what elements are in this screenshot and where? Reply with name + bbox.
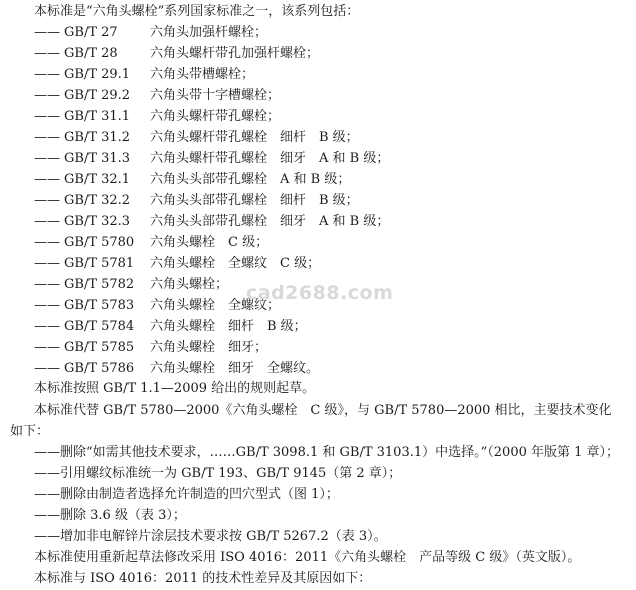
list-dash: —— (34, 340, 60, 355)
standard-code: GB/T 5786 (64, 361, 135, 376)
list-dash: —— (34, 235, 60, 250)
standard-title: 六角头螺杆带孔螺栓 细牙 A 和 B 级； (150, 151, 390, 166)
standard-title: 六角头螺栓 全螺纹； (150, 298, 281, 313)
series-item (34, 65, 254, 85)
standard-title: 六角头头部带孔螺栓 细杆 B 级； (150, 193, 359, 208)
series-item (34, 296, 280, 316)
series-item (34, 359, 319, 379)
standard-code: GB/T 31.2 (64, 130, 131, 145)
series-item (34, 86, 280, 106)
change-item: ——删除 3.6 级（表 3）； (34, 508, 186, 523)
change-item: ——删除由制造者选择允许制造的凹穴型式（图 1）； (34, 487, 339, 502)
list-dash: —— (34, 256, 60, 271)
standard-code: GB/T 32.3 (64, 214, 131, 229)
list-dash: —— (34, 361, 60, 376)
standard-title: 六角头螺杆带孔螺栓； (150, 109, 281, 124)
standard-title: 六角头螺杆带孔加强杆螺栓； (150, 46, 320, 61)
standard-code: GB/T 28 (64, 46, 118, 61)
standard-title: 六角头加强杆螺栓； (150, 25, 268, 40)
series-item (34, 170, 350, 190)
list-dash: —— (34, 130, 60, 145)
series-item (34, 338, 267, 358)
list-dash: —— (34, 151, 60, 166)
intro-paragraph: 本标准是“六角头螺栓”系列国家标准之一，该系列包括： (34, 4, 360, 19)
standard-title: 六角头螺栓 细牙； (150, 340, 268, 355)
series-item (34, 107, 280, 127)
list-dash: —— (34, 214, 60, 229)
standard-title: 六角头头部带孔螺栓 细牙 A 和 B 级； (150, 214, 390, 229)
standard-code: GB/T 29.2 (64, 88, 131, 103)
series-item (34, 212, 389, 232)
change-item: ——增加非电解锌片涂层技术要求按 GB/T 5267.2（表 3）。 (34, 529, 387, 544)
list-dash: —— (34, 46, 60, 61)
standard-title: 六角头带十字槽螺栓； (150, 88, 281, 103)
technical-difference-paragraph: 本标准与 ISO 4016：2011 的技术性差异及其原因如下： (34, 571, 372, 586)
standard-code: GB/T 5784 (64, 319, 135, 334)
series-item (34, 149, 389, 169)
series-item (34, 317, 307, 337)
standard-title: 六角头螺栓 C 级； (150, 235, 269, 250)
list-dash: —— (34, 67, 60, 82)
standard-code: GB/T 5781 (64, 256, 135, 271)
standard-code: GB/T 32.2 (64, 193, 131, 208)
standard-code: GB/T 5783 (64, 298, 135, 313)
list-dash: —— (34, 109, 60, 124)
standard-code: GB/T 5782 (64, 277, 135, 292)
standard-title: 六角头带槽螺栓； (150, 67, 255, 82)
series-item (34, 191, 359, 211)
series-item (34, 275, 228, 295)
standard-code: GB/T 29.1 (64, 67, 131, 82)
standard-code: GB/T 5780 (64, 235, 135, 250)
standard-title: 六角头头部带孔螺栓 A 和 B 级； (150, 172, 351, 187)
standard-title: 六角头螺栓 全螺纹 C 级； (150, 256, 321, 271)
standard-code: GB/T 31.3 (64, 151, 131, 166)
iso-adoption-paragraph: 本标准使用重新起草法修改采用 ISO 4016：2011《六角头螺栓 产品等级 C 级》（英文版）。 (34, 550, 581, 565)
series-item (34, 233, 268, 253)
list-dash: —— (34, 319, 60, 334)
change-item: ——删除“如需其他技术要求，……GB/T 3098.1 和 GB/T 3103.1）中选择。”（2000 年版第 1 章）； (34, 445, 620, 460)
watermark: cad2688.com (246, 282, 394, 304)
standard-code: GB/T 32.1 (64, 172, 131, 187)
standard-code: GB/T 27 (64, 25, 118, 40)
replacement-paragraph: 本标准代替 GB/T 5780—2000《六角头螺栓 C 级》，与 GB/T 5780—2000 相比，主要技术变化 (34, 403, 612, 418)
standard-title: 六角头螺杆带孔螺栓 细杆 B 级； (150, 130, 359, 145)
standard-title: 六角头螺栓 细杆 B 级； (150, 319, 307, 334)
standard-title: 六角头螺栓； (150, 277, 229, 292)
standard-title: 六角头螺栓 细牙 全螺纹。 (150, 361, 320, 376)
series-item (34, 254, 320, 274)
list-dash: —— (34, 298, 60, 313)
change-item: ——引用螺纹标准统一为 GB/T 193、GB/T 9145（第 2 章）； (34, 466, 402, 481)
list-dash: —— (34, 88, 60, 103)
drafting-rule-paragraph: 本标准按照 GB/T 1.1—2009 给出的规则起草。 (34, 381, 316, 396)
standard-code: GB/T 5785 (64, 340, 135, 355)
series-item (34, 23, 267, 43)
list-dash: —— (34, 25, 60, 40)
list-dash: —— (34, 172, 60, 187)
list-dash: —— (34, 193, 60, 208)
list-dash: —— (34, 277, 60, 292)
replacement-paragraph-continuation: 如下： (10, 424, 50, 439)
series-item (34, 44, 319, 64)
standard-code: GB/T 31.1 (64, 109, 131, 124)
series-item (34, 128, 359, 148)
